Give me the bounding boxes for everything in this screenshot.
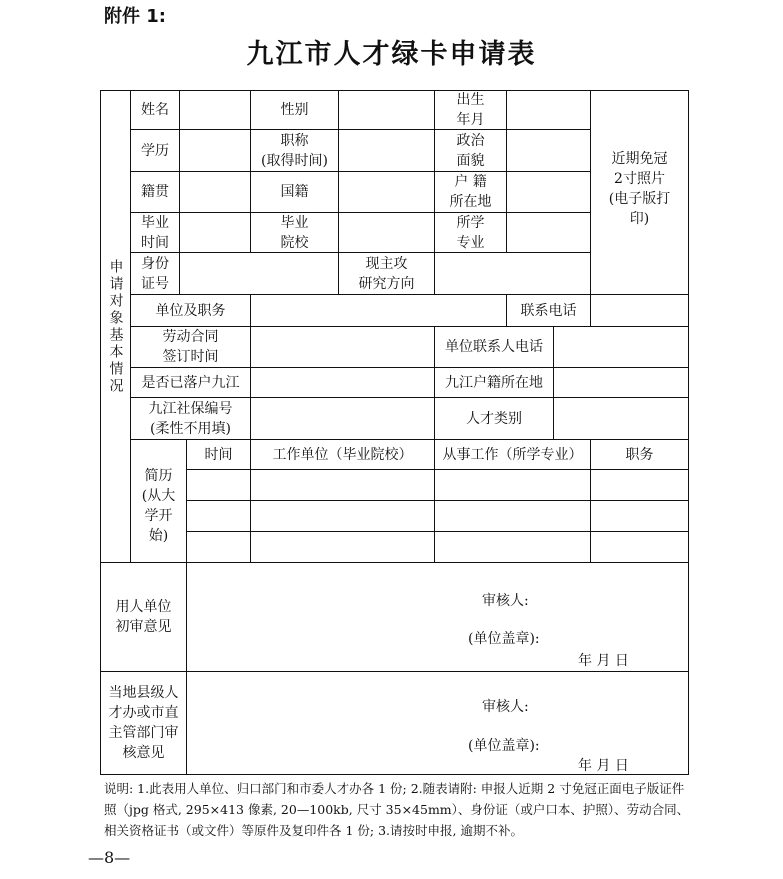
photo-box: 近期免冠 2寸照片 (电子版打 印) [590, 90, 689, 295]
employer-seal-label: (单位盖章): [468, 631, 540, 647]
resume-header-work: 从事工作（所学专业） [434, 439, 591, 470]
field-talent-type[interactable] [553, 397, 689, 440]
resume-cell[interactable] [434, 531, 591, 563]
page-number: —8— [88, 848, 131, 867]
label-resume: 简历 (从大 学开 始) [130, 439, 187, 563]
field-major[interactable] [506, 212, 591, 253]
attachment-label: 附件 1: [104, 6, 166, 27]
label-title: 职称 (取得时间) [250, 129, 339, 172]
field-grad-time[interactable] [179, 212, 251, 253]
label-nationality: 国籍 [250, 171, 339, 213]
resume-header-time: 时间 [186, 439, 251, 470]
label-county-review: 当地县级人 才办或市直 主管部门审 核意见 [100, 671, 187, 775]
label-name: 姓名 [130, 90, 180, 130]
section-basic-info: 申请对象基本情况 [100, 90, 131, 563]
resume-header-position: 职务 [590, 439, 689, 470]
label-political: 政治 面貌 [434, 129, 507, 172]
form-notes: 说明: 1.此表用人单位、归口部门和市委人才办各 1 份; 2.随表请附: 申报人近期 2 寸免冠正面电子版证件照（jpg 格式, 295×413 像素, 20—100kb, 尺寸 35×45mm）、身份证（或户口本、护照）、劳动合同、相关资格证书（或文件）等原件及复印件各 1 份; 3.请按时申报, 逾期不补。 [104, 781, 690, 838]
resume-cell[interactable] [186, 531, 251, 563]
county-reviewer-label: 审核人: [482, 699, 529, 715]
label-grad-time: 毕业 时间 [130, 212, 180, 253]
label-phone: 联系电话 [506, 294, 591, 327]
label-contract-time: 劳动合同 签订时间 [130, 326, 251, 368]
resume-cell[interactable] [590, 469, 689, 501]
field-birth[interactable] [506, 90, 591, 130]
county-seal-label: (单位盖章): [468, 738, 540, 754]
label-major: 所学 专业 [434, 212, 507, 253]
field-jiujiang-hukou[interactable] [553, 367, 689, 398]
field-hukou[interactable] [506, 171, 591, 213]
label-research: 现主攻 研究方向 [338, 252, 435, 295]
resume-cell[interactable] [250, 469, 435, 501]
resume-cell[interactable] [590, 500, 689, 532]
label-education: 学历 [130, 129, 180, 172]
label-talent-type: 人才类别 [434, 397, 554, 440]
field-settled-jiujiang[interactable] [250, 367, 435, 398]
label-id-number: 身份 证号 [130, 252, 180, 295]
label-gender: 性别 [250, 90, 339, 130]
field-social-security[interactable] [250, 397, 435, 440]
label-employer-contact-phone: 单位联系人电话 [434, 326, 554, 368]
resume-cell[interactable] [434, 500, 591, 532]
label-native: 籍贯 [130, 171, 180, 213]
field-gender[interactable] [338, 90, 435, 130]
field-title[interactable] [338, 129, 435, 172]
field-phone[interactable] [590, 294, 689, 327]
resume-cell[interactable] [186, 500, 251, 532]
field-political[interactable] [506, 129, 591, 172]
field-education[interactable] [179, 129, 251, 172]
field-research[interactable] [434, 252, 591, 295]
field-native[interactable] [179, 171, 251, 213]
resume-header-employer: 工作单位（毕业院校） [250, 439, 435, 470]
resume-cell[interactable] [590, 531, 689, 563]
employer-reviewer-label: 审核人: [482, 593, 529, 609]
label-settled-jiujiang: 是否已落户九江 [130, 367, 251, 398]
resume-cell[interactable] [186, 469, 251, 501]
label-jiujiang-hukou: 九江户籍所在地 [434, 367, 554, 398]
field-id-number[interactable] [179, 252, 339, 295]
form-title: 九江市人才绿卡申请表 [246, 39, 537, 70]
label-employer-position: 单位及职务 [130, 294, 251, 327]
label-grad-school: 毕业 院校 [250, 212, 339, 253]
employer-review-date: 年 月 日 [578, 653, 629, 669]
label-hukou: 户 籍 所在地 [434, 171, 507, 213]
county-review-date: 年 月 日 [578, 758, 629, 774]
field-contract-time[interactable] [250, 326, 435, 368]
label-employer-review: 用人单位 初审意见 [100, 562, 187, 672]
field-name[interactable] [179, 90, 251, 130]
field-employer-position[interactable] [250, 294, 507, 327]
field-nationality[interactable] [338, 171, 435, 213]
resume-cell[interactable] [250, 531, 435, 563]
resume-cell[interactable] [434, 469, 591, 501]
resume-cell[interactable] [250, 500, 435, 532]
field-grad-school[interactable] [338, 212, 435, 253]
label-social-security: 九江社保编号 (柔性不用填) [130, 397, 251, 440]
label-birth: 出生 年月 [434, 90, 507, 130]
field-employer-contact-phone[interactable] [553, 326, 689, 368]
